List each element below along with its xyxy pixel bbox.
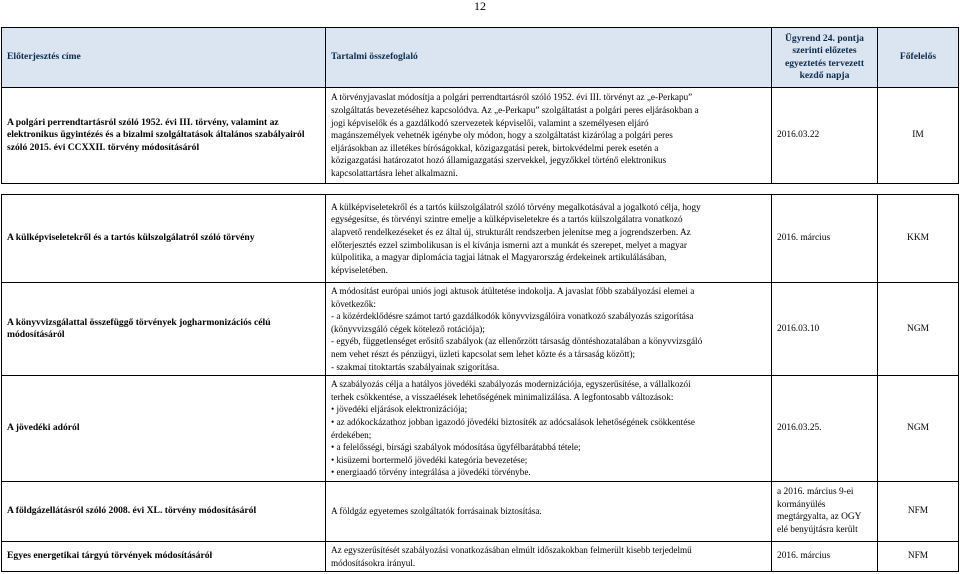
summary-line: magánszemélyek vehetnék igénybe oly módon, hogy a szolgáltatást kizárólag a polgári peres: [331, 130, 673, 141]
row-summary: [326, 195, 772, 283]
summary-line: A földgáz egyetemes szolgáltatók forrásainak biztosítása.: [331, 506, 542, 517]
summary-line: képviseletében.: [331, 264, 388, 275]
summary-line: • kisüzemi bortermelő jövedéki kategória bevezetése;: [331, 454, 528, 465]
page-number: 12: [474, 0, 486, 13]
header-owner: Főfelelős: [878, 28, 959, 88]
row-summary: [326, 88, 772, 184]
summary-line: módosításokra irányul.: [331, 557, 416, 568]
summary-line: érdekében;: [331, 429, 372, 440]
row-summary: [326, 481, 772, 541]
row-owner: NFM: [878, 481, 959, 541]
row-title: A külképviseletekről és a tartós külszolgálatról szóló törvény: [2, 195, 326, 283]
row-deadline: 2016.03.25.: [772, 376, 878, 482]
summary-line: • jövedéki eljárások elektronizációja;: [331, 404, 468, 415]
header-summary: Tartalmi összefoglaló: [326, 28, 772, 88]
table-row: [2, 88, 959, 184]
summary-line: • energiaadó törvény integrálása a jövedéki törvénybe.: [331, 467, 531, 478]
summary-line: jogi képviselők és a gazdálkodó szervezetek képviselői, valamint a személyesen eljáró: [331, 117, 649, 128]
row-owner: NGM: [878, 376, 959, 482]
summary-line: egységesítse, és törvényi szintre emelje a külképviseletekre és a tartós külszolgálatra vonatkozó: [331, 214, 683, 225]
summary-line: - szakmai titoktartás szabályainak szigorítása.: [331, 361, 500, 372]
row-owner: KKM: [878, 195, 959, 283]
table-row: [2, 541, 959, 571]
summary-line: Az egyszerűsítését szabályozási vonatkozásában elmúlt időszakokban felmerült kisebb terjedelmű: [331, 544, 692, 555]
table-header-row: [2, 28, 959, 88]
legislation-table: [1, 27, 959, 572]
table-spacer: [2, 184, 959, 195]
summary-line: közigazgatási határozatot hozó államigazgatási szervekkel, jegyzőkkel történő elektronikus: [331, 155, 667, 166]
summary-line: A módosítást európai uniós jogi aktusok átültetése indokolja. A javaslat főbb szabályozási elemei a: [331, 286, 695, 296]
summary-line: előterjesztés ezzel szimbolikusan is el kívánja ismerni azt a munkát és szerepet, melyet a magyar: [331, 239, 687, 250]
row-summary: [326, 376, 772, 482]
summary-line: • az adókockázathoz jobban igazodó jövedéki biztosíték az adócsalások lehetőségének csökkentése: [331, 416, 695, 427]
header-title: Előterjesztés címe: [2, 28, 326, 88]
summary-line: alapvető rendelkezéseket és ez által új, strukturált rendszerben jelenítse meg a jogrendszerben. Az: [331, 226, 691, 237]
row-deadline: 2016. március: [772, 195, 878, 283]
summary-line: külpolitika, a magyar diplomácia tagjai látnak el Magyarország érdekeinek artikulálásában,: [331, 252, 667, 263]
summary-line: A törvényjavaslat módosítja a polgári perrendtartásról szóló 1952. évi III. törvényt az „e-Perkapu”: [331, 92, 693, 103]
row-owner: NGM: [878, 283, 959, 376]
summary-line: - egyéb, függetlenséget erősítő szabályok (az ellenőrzött társaság döntéshozatalában a könyvvizsgáló: [331, 336, 703, 347]
row-title: Egyes energetikai tárgyú törvények módosításáról: [2, 541, 326, 571]
summary-line: következők:: [331, 298, 376, 309]
row-deadline: a 2016. március 9-ei kormányülés megtárgyalta, az OGY elé benyújtásra került: [772, 481, 878, 541]
summary-line: (könyvvizsgáló cégek kötelező rotációja);: [331, 323, 485, 334]
summary-line: szolgáltatás bevezetéséhez kapcsolódva. Az „e-Perkapu” szolgáltatást a polgári peres eljárásokban a: [331, 105, 699, 116]
row-summary: [326, 541, 772, 571]
row-deadline: 2016.03.10: [772, 283, 878, 376]
summary-line: nem vehet részt és pénzügyi, üzleti kapcsolat sem lehet közte és a társaság között);: [331, 348, 636, 359]
table-row: [2, 195, 959, 283]
row-deadline: 2016.03.22: [772, 88, 878, 184]
table-row: [2, 481, 959, 541]
table-row: [2, 376, 959, 482]
summary-line: eljárásokban az illetékes bíróságokkal, közigazgatási perek, birtokvédelmi perek esetén a: [331, 142, 659, 153]
summary-line: - a közérdeklődésre számot tartó gazdálkodók könyvvizsgálóira vonatkozó szabályozás szigorítása: [331, 311, 694, 322]
summary-line: kapcsolattartásra lehet alkalmazni.: [331, 167, 458, 178]
row-deadline: 2016. március: [772, 541, 878, 571]
summary-line: • a felelősségi, bírsági szabályok módosítása ügyfélbarátabbá tétele;: [331, 442, 581, 453]
table-row: [2, 283, 959, 376]
row-title: A jövedéki adóról: [2, 376, 326, 482]
row-title: A földgázellátásról szóló 2008. évi XL. törvény módosításáról: [2, 481, 326, 541]
row-title: A könyvvizsgálattal összefüggő törvények jogharmonizációs célú módosításáról: [2, 283, 326, 376]
summary-line: A szabályozás célja a hatályos jövedéki szabályozás modernizációja, egyszerűsítése, a vállalkozói: [331, 379, 691, 390]
row-owner: NFM: [878, 541, 959, 571]
header-deadline: Ügyrend 24. pontja szerinti előzetes egyeztetés tervezett kezdő napja: [772, 28, 878, 88]
row-owner: IM: [878, 88, 959, 184]
summary-line: terhek csökkentése, a visszaélések lehetőségének minimalizálása. A legfontosabb változások:: [331, 391, 674, 402]
summary-line: A külképviseletekről és a tartós külszolgálatról szóló törvény megalkotásával a jogalkotó célja, hogy: [331, 201, 701, 212]
row-title: A polgári perrendtartásról szóló 1952. évi III. törvény, valamint az elektronikus ügyintézés és a bizalmi szolgáltatások általános szabályairól szóló 2015. évi CCXXII. törvény módosításáról: [2, 88, 326, 184]
row-summary: [326, 283, 772, 376]
